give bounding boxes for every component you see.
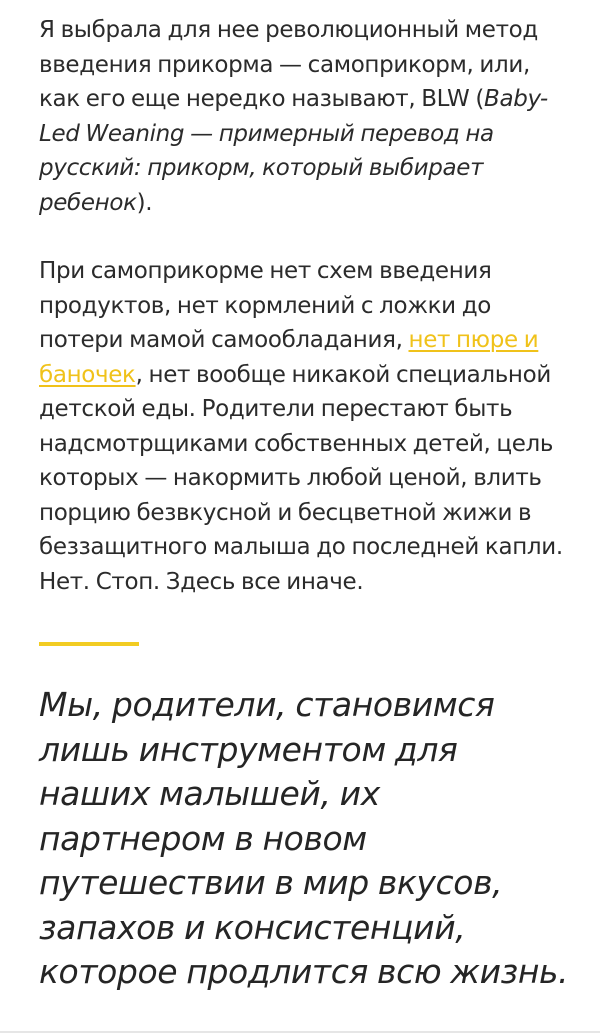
- quote-divider: [39, 642, 139, 646]
- paragraph-blw-description: [39, 254, 569, 599]
- italic-translation: Baby-Led Weaning — примерный перевод на русский: прикорм, который выбирает ребенок: [39, 86, 548, 216]
- paragraph-blw-intro: [39, 13, 569, 220]
- paragraph-text: Я выбрала для нее революционный метод введения прикорма — самоприкорм, или, как его еще нередко называют, BLW (: [39, 17, 538, 112]
- pull-quote: Мы, родители, становимся лишь инструментом для наших малышей, их партнером в новом путешествии в мир вкусов, запахов и консистенций, которое продлится всю жизнь.: [39, 685, 569, 991]
- article-body: [39, 13, 569, 995]
- link-no-puree[interactable]: нет пюре и баночек: [39, 327, 539, 388]
- paragraph-text-end: ).: [136, 189, 153, 216]
- paragraph-text-end: , нет вообще никакой специальной детской еды. Родители перестают быть надсмотрщиками собственных детей, цель которых — накормить любой ценой, влить порцию безвкусной и бесцветной жижи в беззащитного малыша до последней капли. Нет. Стоп. Здесь все иначе.: [39, 361, 563, 595]
- paragraph-text: При самоприкорме нет схем введения продуктов, нет кормлений с ложки до потери мамой самообладания,: [39, 258, 492, 353]
